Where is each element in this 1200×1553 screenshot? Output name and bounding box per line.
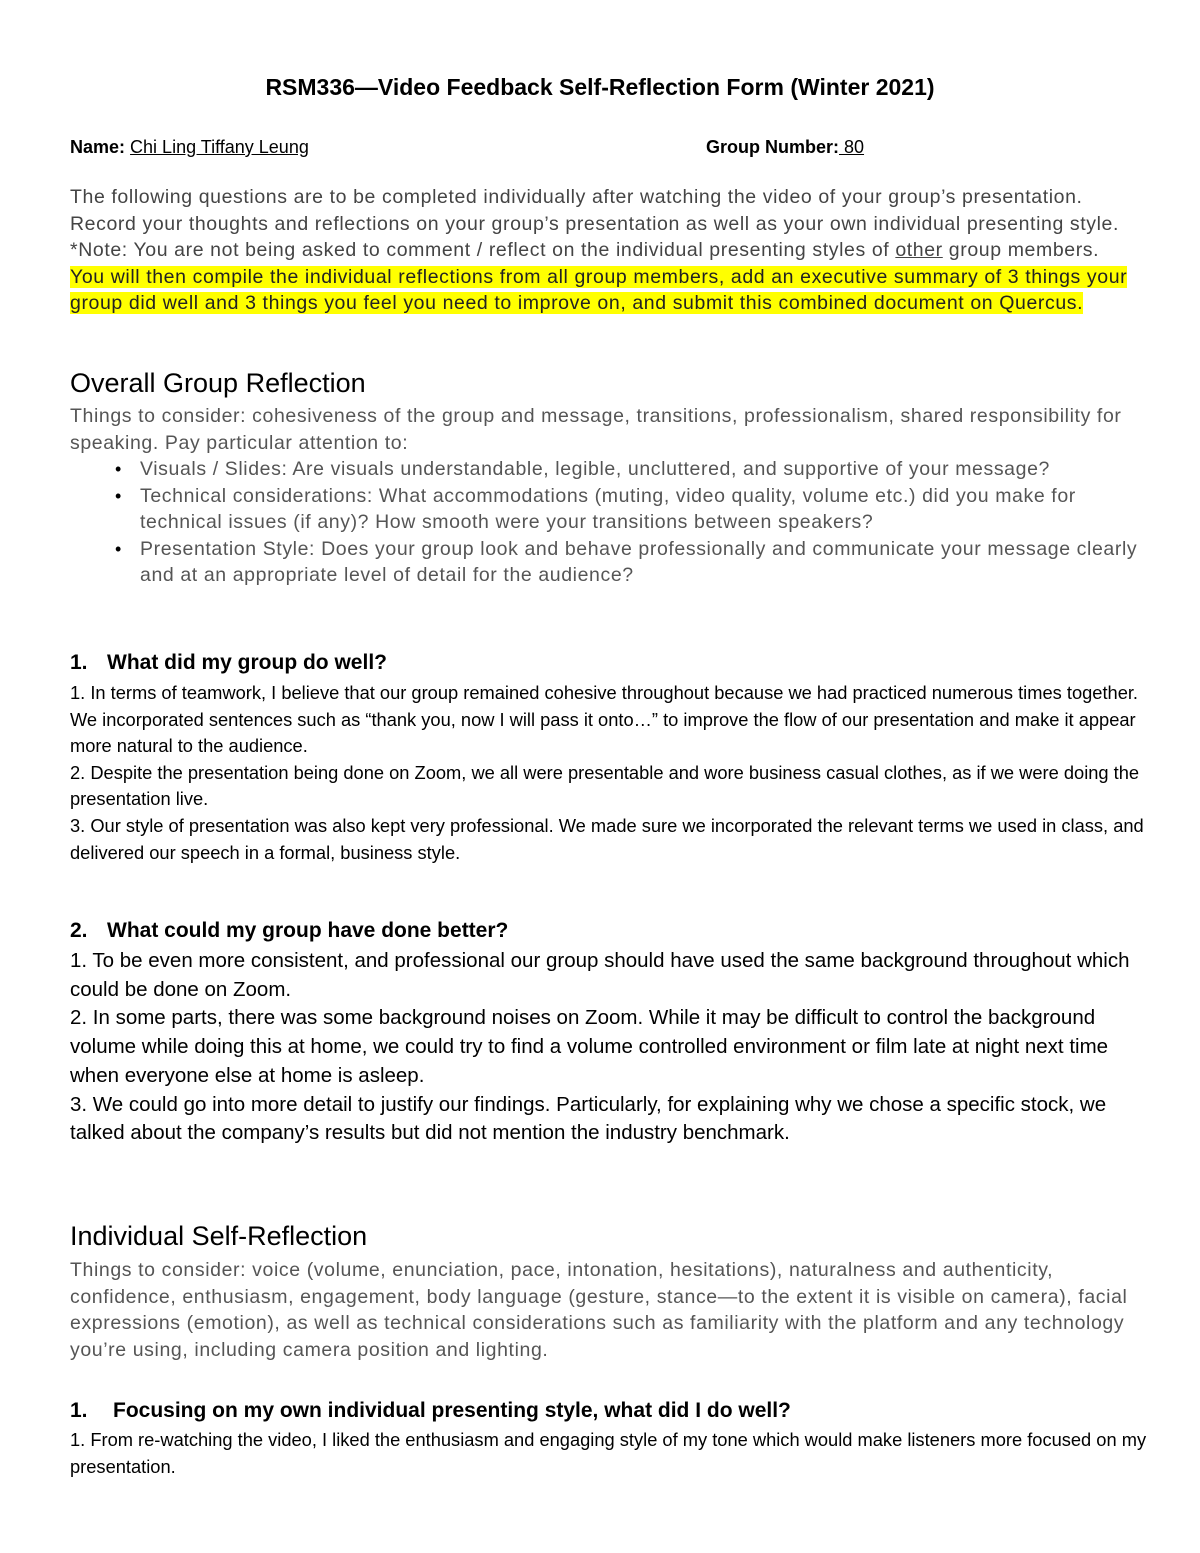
group-number-label: Group Number:: [706, 137, 839, 157]
name-label: Name:: [70, 137, 126, 157]
bullet-icon: •: [115, 538, 122, 559]
bullet-item-technical: [70, 483, 1140, 536]
answer-item: 1. In terms of teamwork, I believe that our group remained cohesive throughout because we had practiced numerous times together. We incorporated sentences such as “thank you, now I will pass it onto…” to improve the flow of our presentation and make it appear more natural to the audience.: [70, 682, 1139, 757]
group-reflection-heading: Overall Group Reflection: [70, 368, 366, 398]
answer-item: 1. From re-watching the video, I liked the enthusiasm and engaging style of my tone which would make listeners more focused on my presentation.: [70, 1429, 1147, 1477]
group-consider-text: Things to consider: cohesiveness of the group and message, transitions, professionalism, shared responsibility for speaking. Pay particular attention to:: [70, 405, 1122, 454]
bullet-text: Technical considerations: What accommodations (muting, video quality, volume etc.) did you make for technical issues (if any)? How smooth were your transitions between speakers?: [140, 484, 1076, 534]
instructions-text-1: The following questions are to be completed individually after watching the video of your group’s presentation. Record your thoughts and reflections on your group’s presentation as well as your own individual presenting style. *Note: You are not being asked to comment / reflect on the individual presenting styles of: [70, 186, 1120, 261]
bullet-icon: •: [115, 459, 122, 479]
group-question-2: [70, 919, 508, 943]
answer-item: 2. Despite the presentation being done on Zoom, we all were presentable and wore business casual clothes, as if we were doing the presentation live.: [70, 761, 1140, 810]
group-consider-bullets: [70, 456, 1140, 589]
group-question-1-answers: [70, 680, 1150, 866]
individual-question-1-answers: [70, 1427, 1150, 1480]
bullet-item-style: [70, 536, 1140, 589]
question-text: Focusing on my own individual presenting style, what did I do well?: [113, 1399, 791, 1422]
bullet-item-visuals: [70, 456, 1140, 483]
answer-item: 1. To be even more consistent, and professional our group should have used the same background throughout which could be done on Zoom.: [70, 949, 1130, 1001]
instructions-underlined-word: other: [895, 239, 943, 261]
question-number: 1.: [70, 651, 88, 674]
bullet-icon: •: [115, 485, 122, 506]
instructions-highlighted-text: You will then compile the individual reflections from all group members, add an executive summary of 3 things your group did well and 3 things you feel you need to improve on, and submit this combined document on Quercus.: [70, 265, 1128, 314]
group-number-value: 80: [839, 137, 865, 157]
individual-reflection-heading: Individual Self-Reflection: [70, 1221, 368, 1251]
instructions-text-2: group members.: [942, 239, 1100, 261]
group-number-line: [706, 137, 864, 158]
answer-item: 2. In some parts, there was some background noises on Zoom. While it may be difficult to control the background volume while doing this at home, we could try to find a volume controlled environment or film late at night next time when everyone else at home is asleep.: [70, 1006, 1109, 1087]
question-number: 1.: [70, 1399, 88, 1422]
page-title: RSM336—Video Feedback Self-Reflection Form (Winter 2021): [265, 74, 935, 100]
question-number: 2.: [70, 919, 88, 942]
answer-item: 3. Our style of presentation was also kept very professional. We made sure we incorporated the relevant terms we used in class, and delivered our speech in a formal, business style.: [70, 814, 1144, 863]
question-text: What could my group have done better?: [107, 919, 509, 942]
question-text: What did my group do well?: [107, 651, 387, 674]
bullet-text: Presentation Style: Does your group look and behave professionally and communicate your message clearly and at an appropriate level of detail for the audience?: [140, 537, 1138, 587]
individual-question-1: [70, 1399, 791, 1423]
name-line: [70, 137, 309, 158]
individual-consider-text: Things to consider: voice (volume, enunciation, pace, intonation, hesitations), naturalness and authenticity, confidence, enthusiasm, engagement, body language (gesture, stance—to the extent it is visible on camera), facial expressions (emotion), as well as technical considerations such as familiarity with the platform and any technology you’re using, including camera position and lighting.: [70, 1259, 1128, 1361]
bullet-text: Visuals / Slides: Are visuals understandable, legible, uncluttered, and supportive of your message?: [140, 458, 1050, 480]
instructions-paragraph: [70, 184, 1130, 317]
name-value: Chi Ling Tiffany Leung: [130, 137, 309, 157]
answer-item: 3. We could go into more detail to justify our findings. Particularly, for explaining why we chose a specific stock, we talked about the company’s results but did not mention the industry benchmark.: [70, 1092, 1107, 1145]
group-question-1: [70, 651, 387, 675]
group-question-2-answers: [70, 947, 1150, 1148]
